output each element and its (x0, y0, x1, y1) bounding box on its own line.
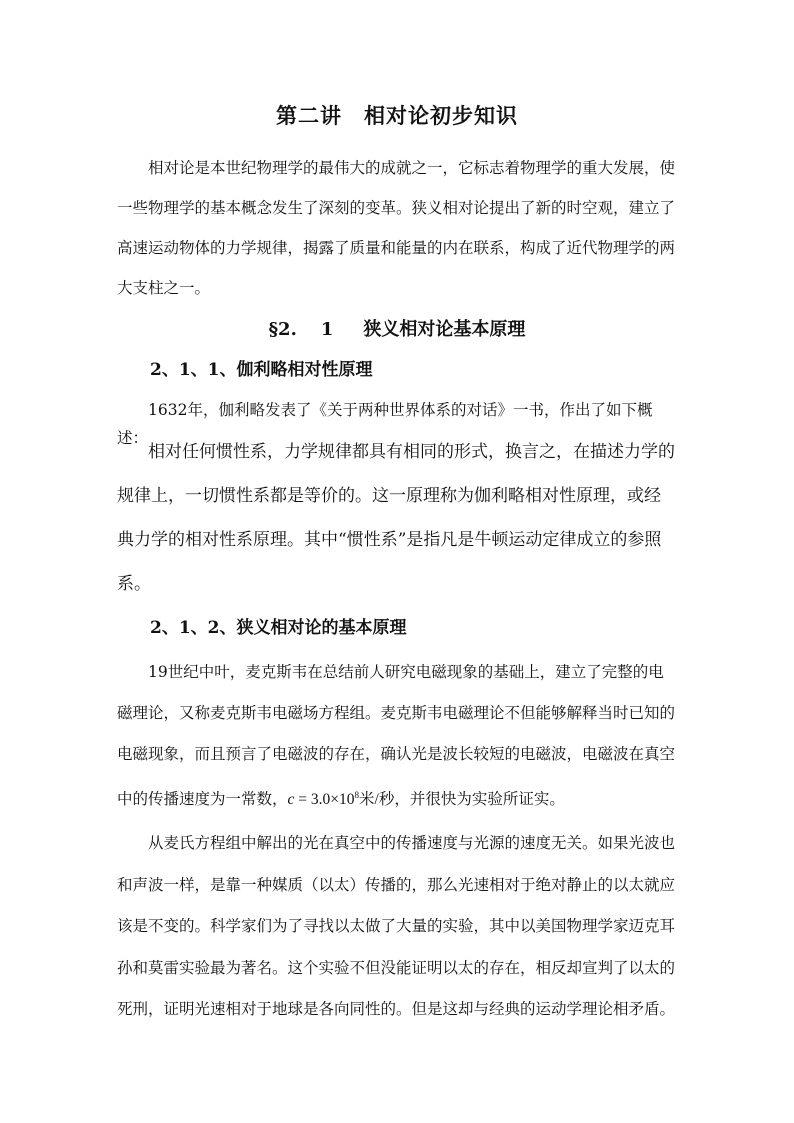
formula-value: = 3.0×10 (294, 791, 355, 808)
maxwell-text: 19世纪中叶，麦克斯韦在总结前人研究电磁现象的基础上，建立了完整的电磁理论，又称麦克斯韦电磁场方程组。麦克斯韦电磁理论不但能够解释当时已知的电磁现象，而且预言了电磁波的存在，确认光是波长较短的电磁波，电磁波在真空中的传播速度为一常数， (117, 663, 676, 808)
section-symbol: §2. (268, 319, 297, 340)
intro-paragraph: 相对论是本世纪物理学的最伟大的成就之一，它标志着物理学的重大发展，使一些物理学的基本概念发生了深刻的变革。狭义相对论提出了新的时空观，建立了高速运动物体的力学规律，揭露了质量和能量的内在联系，构成了近代物理学的两大支柱之一。 (117, 159, 676, 297)
section-title: 狭义相对论基本原理 (363, 319, 526, 340)
ether-paragraph: 从麦氏方程组中解出的光在真空中的传播速度与光源的速度无关。如果光波也和声波一样，是靠一种媒质（以太）传播的，那么光速相对于绝对静止的以太就应该是不变的。科学家们为了寻找以太做了大量的实验，其中以美国物理学家迈克耳孙和莫雷实验最为著名。这个实验不但没能证明以太的存在，相反却宣判了以太的死刑，证明光速相对于地球是各向同性的。但是这却与经典的运动学理论相矛盾。 (117, 834, 676, 1018)
formula-unit: 米/秒 (359, 791, 395, 808)
section-heading (0, 315, 794, 341)
subsection-heading-galileo: 2、1、1、伽利略相对性原理 (150, 360, 373, 380)
subsection-heading-special-relativity: 2、1、2、狭义相对论的基本原理 (150, 618, 407, 638)
lecture-topic: 相对论初步知识 (364, 103, 518, 128)
galileo-intro-paragraph: 1632年，伽利略发表了《关于两种世界体系的对话》一书，作出了如下概述： (117, 401, 653, 447)
lecture-number: 第二讲 (276, 103, 342, 128)
lecture-title (0, 100, 794, 130)
relativity-principle-paragraph: 相对任何惯性系，力学规律都具有相同的形式，换言之，在描述力学的规律上，一切惯性系都是等价的。这一原理称为伽利略相对性原理，或经典力学的相对性系原理。其中“惯性系”是指凡是牛顿运动定律成立的参照系。 (117, 442, 675, 594)
maxwell-text-end: ，并很快为实验所证实。 (394, 790, 565, 808)
formula-variable: c (287, 791, 295, 808)
light-speed-formula (288, 791, 395, 808)
section-number: 1 (320, 319, 334, 340)
formula-exponent: 8 (354, 790, 360, 800)
maxwell-paragraph (117, 652, 677, 820)
